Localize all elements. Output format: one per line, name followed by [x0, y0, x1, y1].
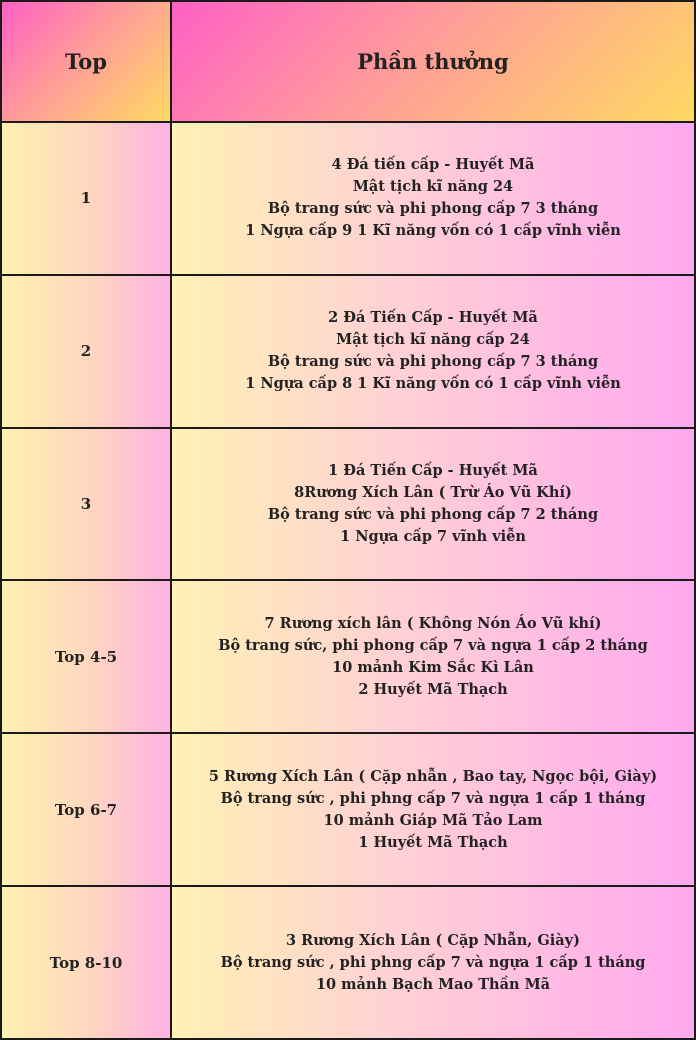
- reward-line: 2 Đá Tiến Cấp - Huyết Mã: [328, 309, 538, 327]
- reward-line: 1 Huyết Mã Thạch: [358, 833, 508, 851]
- reward-line: Bộ trang sức , phi phng cấp 7 và ngựa 1 cấp 1 tháng: [220, 953, 646, 971]
- rank-cell: Top 4-5: [2, 581, 170, 732]
- reward-line: 10 mảnh Kim Sắc Kì Lân: [332, 658, 534, 676]
- reward-line: 1 Đá Tiến Cấp - Huyết Mã: [328, 462, 538, 480]
- rank-cell: 2: [2, 276, 170, 427]
- reward-line: 2 Huyết Mã Thạch: [358, 680, 508, 698]
- header-reward: Phần thưởng: [172, 2, 694, 121]
- reward-line: Bộ trang sức và phi phong cấp 7 3 tháng: [267, 200, 599, 218]
- rank-cell: Top 6-7: [2, 734, 170, 885]
- reward-line: 4 Đá tiến cấp - Huyết Mã: [331, 156, 535, 174]
- reward-line: Mật tịch kĩ năng cấp 24: [336, 331, 530, 349]
- header-top: Top: [2, 2, 170, 121]
- reward-line: Bộ trang sức, phi phong cấp 7 và ngựa 1 cấp 2 tháng: [218, 636, 648, 654]
- reward-cell: [172, 581, 694, 732]
- reward-line: 7 Rương xích lân ( Không Nón Áo Vũ khí): [264, 614, 602, 632]
- reward-line: Bộ trang sức và phi phong cấp 7 2 tháng: [267, 506, 599, 524]
- reward-line: 1 Ngựa cấp 7 vĩnh viễn: [340, 528, 526, 546]
- rank-cell: Top 8-10: [2, 887, 170, 1038]
- reward-cell: [172, 734, 694, 885]
- reward-cell: [172, 123, 694, 274]
- reward-line: 10 mảnh Bạch Mao Thần Mã: [315, 975, 551, 993]
- reward-line: Bộ trang sức , phi phng cấp 7 và ngựa 1 cấp 1 tháng: [220, 789, 646, 807]
- reward-line: Bộ trang sức và phi phong cấp 7 3 tháng: [267, 353, 599, 371]
- reward-cell: [172, 887, 694, 1038]
- reward-line: 3 Rương Xích Lân ( Cặp Nhẫn, Giày): [286, 931, 580, 949]
- reward-line: 1 Ngựa cấp 9 1 Kĩ năng vốn có 1 cấp vĩnh viễn: [245, 222, 621, 240]
- reward-line: 5 Rương Xích Lân ( Cặp nhẫn , Bao tay, Ngọc bội, Giày): [208, 767, 658, 785]
- reward-line: Mật tịch kĩ năng 24: [352, 178, 514, 196]
- reward-cell: [172, 429, 694, 580]
- rank-cell: 3: [2, 429, 170, 580]
- reward-line: 1 Ngựa cấp 8 1 Kĩ năng vốn có 1 cấp vĩnh viễn: [245, 375, 621, 393]
- rank-cell: 1: [2, 123, 170, 274]
- reward-cell: [172, 276, 694, 427]
- reward-line: 10 mảnh Giáp Mã Tảo Lam: [323, 811, 543, 829]
- reward-line: 8Rương Xích Lân ( Trừ Áo Vũ Khí): [294, 484, 572, 502]
